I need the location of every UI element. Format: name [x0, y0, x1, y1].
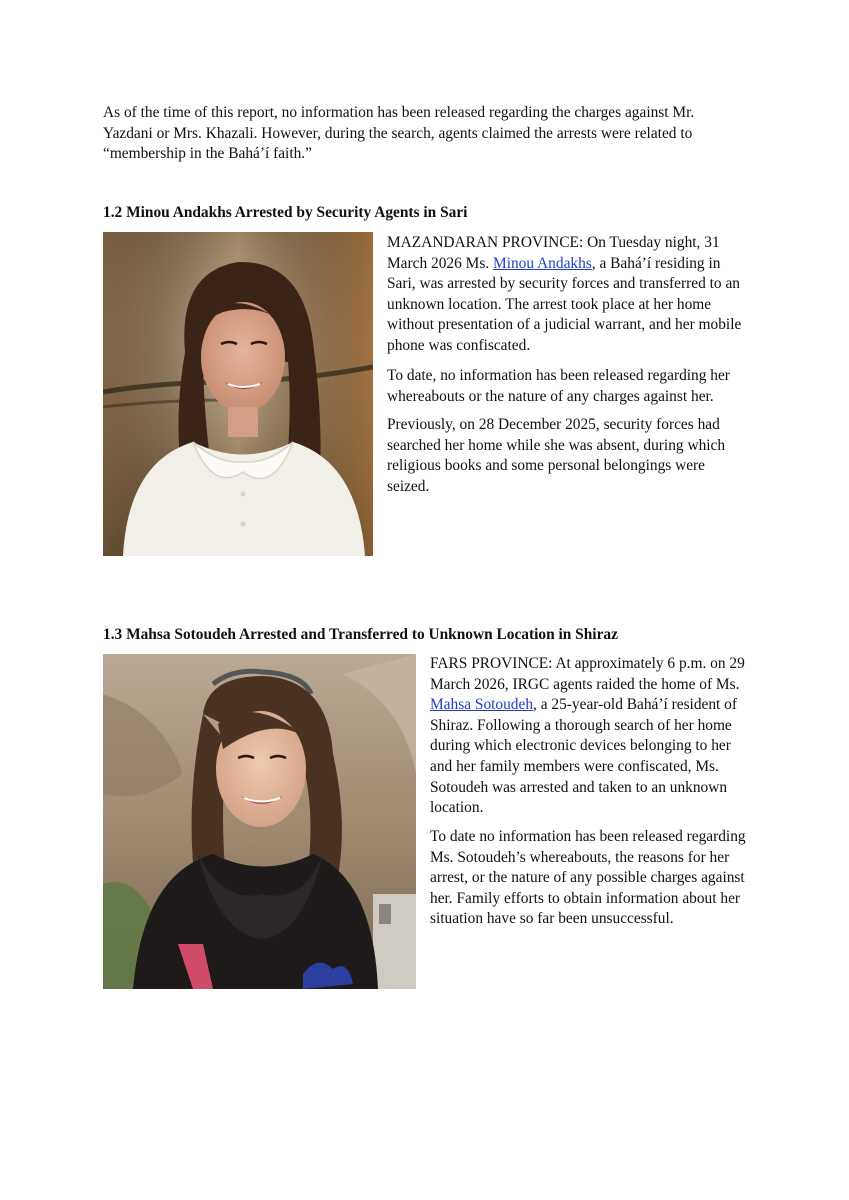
- intro-paragraph: As of the time of this report, no information has been released regarding the charges against Mr. Yazdani or Mrs. Khazali. However, during the search, agents claimed the arrests were related to “membership in the Bahá’í faith.”: [103, 104, 695, 163]
- section-heading-mahsa-sotoudeh: 1.3 Mahsa Sotoudeh Arrested and Transferred to Unknown Location in Shiraz: [103, 626, 618, 643]
- section-1-2-paragraph-2: To date, no information has been released regarding her whereabouts or the nature of any charges against her.: [387, 367, 730, 405]
- photo-minou-andakhs: [103, 232, 373, 556]
- section-heading-minou-andakhs: 1.2 Minou Andakhs Arrested by Security Agents in Sari: [103, 204, 468, 221]
- link-minou-andakhs[interactable]: Minou Andakhs: [493, 254, 592, 272]
- section-1-2-paragraph-3: Previously, on 28 December 2025, security forces had searched her home while she was absent, during which religious books and some personal belongings were seized.: [387, 416, 726, 495]
- section-1-3-paragraph-2: To date no information has been released regarding Ms. Sotoudeh’s whereabouts, the reasons for her arrest, or the nature of any possible charges against her. Family efforts to obtain information about her situation have so far been unsuccessful.: [430, 828, 746, 928]
- photo-mahsa-sotoudeh: [103, 654, 416, 989]
- link-mahsa-sotoudeh[interactable]: Mahsa Sotoudeh: [430, 696, 534, 714]
- section-1-2-paragraph-1: MAZANDARAN PROVINCE: On Tuesday night, 31 March 2026 Ms. Minou Andakhs, a Bahá’í residing in Sari, was arrested by security forces and transferred to an unknown location. The arrest took place at her home without presentation of a judicial warrant, and her mobile phone was confiscated.: [387, 234, 742, 354]
- section-1-3-paragraph-1: FARS PROVINCE: At approximately 6 p.m. on 29 March 2026, IRGC agents raided the home of Ms. Mahsa Sotoudeh, a 25-year-old Bahá’í resident of Shiraz. Following a thorough search of her home during which electronic devices belonging to her and her family members were confiscated, Ms. Sotoudeh was arrested and taken to an unknown location.: [430, 655, 745, 817]
